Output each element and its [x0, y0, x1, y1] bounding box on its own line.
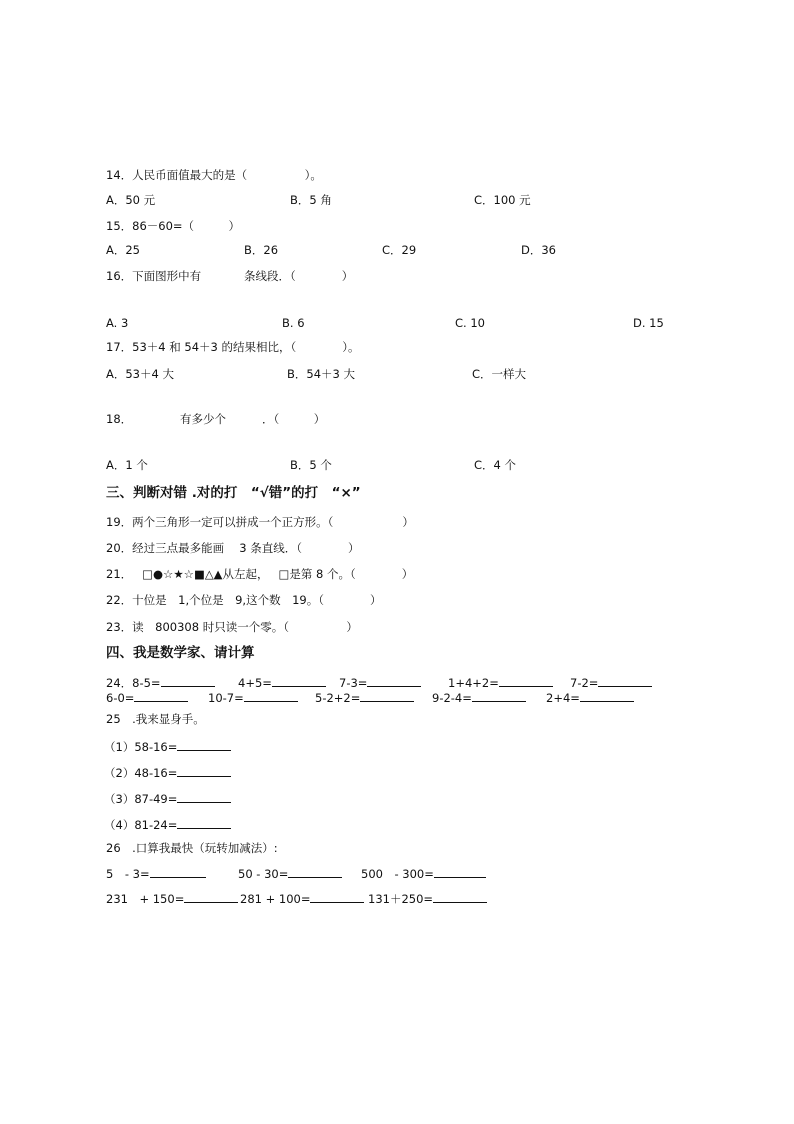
q24-expr: 7-2= — [570, 676, 599, 690]
q26-item — [106, 866, 206, 881]
answer-blank[interactable] — [310, 891, 364, 903]
answer-blank[interactable] — [288, 866, 342, 878]
q24-expr: 4+5= — [238, 676, 272, 690]
q18-option-c: C．4 个 — [474, 458, 517, 472]
q17-option-c: C．一样大 — [472, 367, 527, 381]
q24-item — [106, 690, 188, 705]
q24-item — [208, 690, 298, 705]
q26-item — [238, 866, 342, 881]
answer-blank[interactable] — [499, 675, 553, 687]
q18-option-b: B．5 个 — [290, 458, 332, 472]
q26-expr: 500 - 300= — [361, 867, 434, 881]
section-4-title: 四、我是数学家、请计算 — [106, 645, 255, 661]
q26-item — [240, 891, 364, 906]
q19: 19．两个三角形一定可以拼成一个正方形。（ ） — [106, 515, 414, 529]
q15-option-d: D．36 — [521, 243, 556, 257]
q24-item — [339, 675, 421, 690]
q16-stem-a: 16．下面图形中有 — [106, 269, 202, 283]
answer-blank[interactable] — [433, 891, 487, 903]
q18-number: 18． — [106, 412, 133, 426]
q21 — [106, 567, 413, 581]
q25-item — [104, 817, 231, 832]
q26-expr: 50 - 30= — [238, 867, 289, 881]
q14-stem: 14．人民币面值最大的是（ ）。 — [106, 168, 322, 182]
answer-blank[interactable] — [367, 675, 421, 687]
q14-option-a: A．50 元 — [106, 193, 156, 207]
q24-item — [238, 675, 326, 690]
q24-expr: 10-7= — [208, 691, 244, 705]
q26-expr: 231 + 150= — [106, 892, 185, 906]
q16-option-a: A. 3 — [106, 316, 129, 330]
q15-stem: 15．86－60=（ ） — [106, 219, 241, 233]
q24-expr: 6-0= — [106, 691, 135, 705]
section-3-title: 三、判断对错 .对的打 “√错”的打 “×” — [106, 485, 361, 501]
q24-expr: 5-2+2= — [315, 691, 361, 705]
q24-item — [448, 675, 553, 690]
q16-option-d: D. 15 — [633, 316, 664, 330]
answer-blank[interactable] — [244, 690, 298, 702]
q26-item — [368, 891, 487, 906]
q24-item — [315, 690, 414, 705]
q25-item — [104, 765, 231, 780]
q17-stem: 17．53＋4 和 54＋3 的结果相比，（ ）。 — [106, 340, 360, 354]
q26-expr: 5 - 3= — [106, 867, 150, 881]
q24-item — [546, 690, 634, 705]
q25-stem: 25 .我来显身手。 — [106, 712, 205, 726]
q23: 23．读 800308 时只读一个零。（ ） — [106, 620, 358, 634]
q16-option-c: C. 10 — [455, 316, 485, 330]
q18-stem-b: ．（ ） — [262, 412, 326, 426]
answer-blank[interactable] — [161, 675, 215, 687]
q16-option-b: B. 6 — [282, 316, 305, 330]
q14-option-c: C．100 元 — [474, 193, 531, 207]
q15-option-c: C．29 — [382, 243, 417, 257]
answer-blank[interactable] — [272, 675, 326, 687]
q26-expr: 131＋250= — [368, 892, 434, 906]
answer-blank[interactable] — [177, 791, 231, 803]
answer-blank[interactable] — [150, 866, 206, 878]
q15-option-b: B．26 — [244, 243, 279, 257]
q24-expr: 24．8-5= — [106, 676, 161, 690]
q25-item — [104, 739, 231, 754]
q21-number: 21． — [106, 567, 133, 581]
q17-option-a: A．53＋4 大 — [106, 367, 174, 381]
answer-blank[interactable] — [184, 891, 238, 903]
answer-blank[interactable] — [177, 739, 231, 751]
q26-expr: 281 + 100= — [240, 892, 311, 906]
q18-stem-a: 有多少个 — [180, 412, 226, 426]
q26-item — [106, 891, 238, 906]
q25-expr: （3）87-49= — [104, 792, 178, 806]
q15-option-a: A．25 — [106, 243, 141, 257]
q25-expr: （1）58-16= — [104, 740, 178, 754]
answer-blank[interactable] — [360, 690, 414, 702]
q14-option-b: B．5 角 — [290, 193, 332, 207]
q20: 20．经过三点最多能画 3 条直线．（ ） — [106, 541, 360, 555]
q25-item — [104, 791, 231, 806]
q26-stem: 26 .口算我最快（玩转加减法）: — [106, 841, 278, 855]
q16-stem-b: 条线段．（ ） — [244, 269, 354, 283]
q21-rest: □是第 8 个。（ ） — [278, 567, 414, 581]
answer-blank[interactable] — [434, 866, 486, 878]
q24-expr: 7-3= — [339, 676, 368, 690]
q25-expr: （4）81-24= — [104, 818, 178, 832]
answer-blank[interactable] — [177, 817, 231, 829]
answer-blank[interactable] — [134, 690, 188, 702]
answer-blank[interactable] — [177, 765, 231, 777]
q26-item — [361, 866, 486, 881]
answer-blank[interactable] — [580, 690, 634, 702]
q18-option-a: A．1 个 — [106, 458, 148, 472]
q17-option-b: B．54＋3 大 — [287, 367, 355, 381]
answer-blank[interactable] — [598, 675, 652, 687]
q21-shape-sequence: □●☆★☆■△▲从左起， — [142, 567, 269, 581]
q24-expr: 2+4= — [546, 691, 580, 705]
q24-expr: 1+4+2= — [448, 676, 499, 690]
q24-item — [432, 690, 526, 705]
answer-blank[interactable] — [472, 690, 526, 702]
q24-item — [570, 675, 652, 690]
q25-expr: （2）48-16= — [104, 766, 178, 780]
q22: 22．十位是 1,个位是 9,这个数 19。（ ） — [106, 593, 382, 607]
q24-item — [106, 675, 215, 690]
q24-expr: 9-2-4= — [432, 691, 472, 705]
